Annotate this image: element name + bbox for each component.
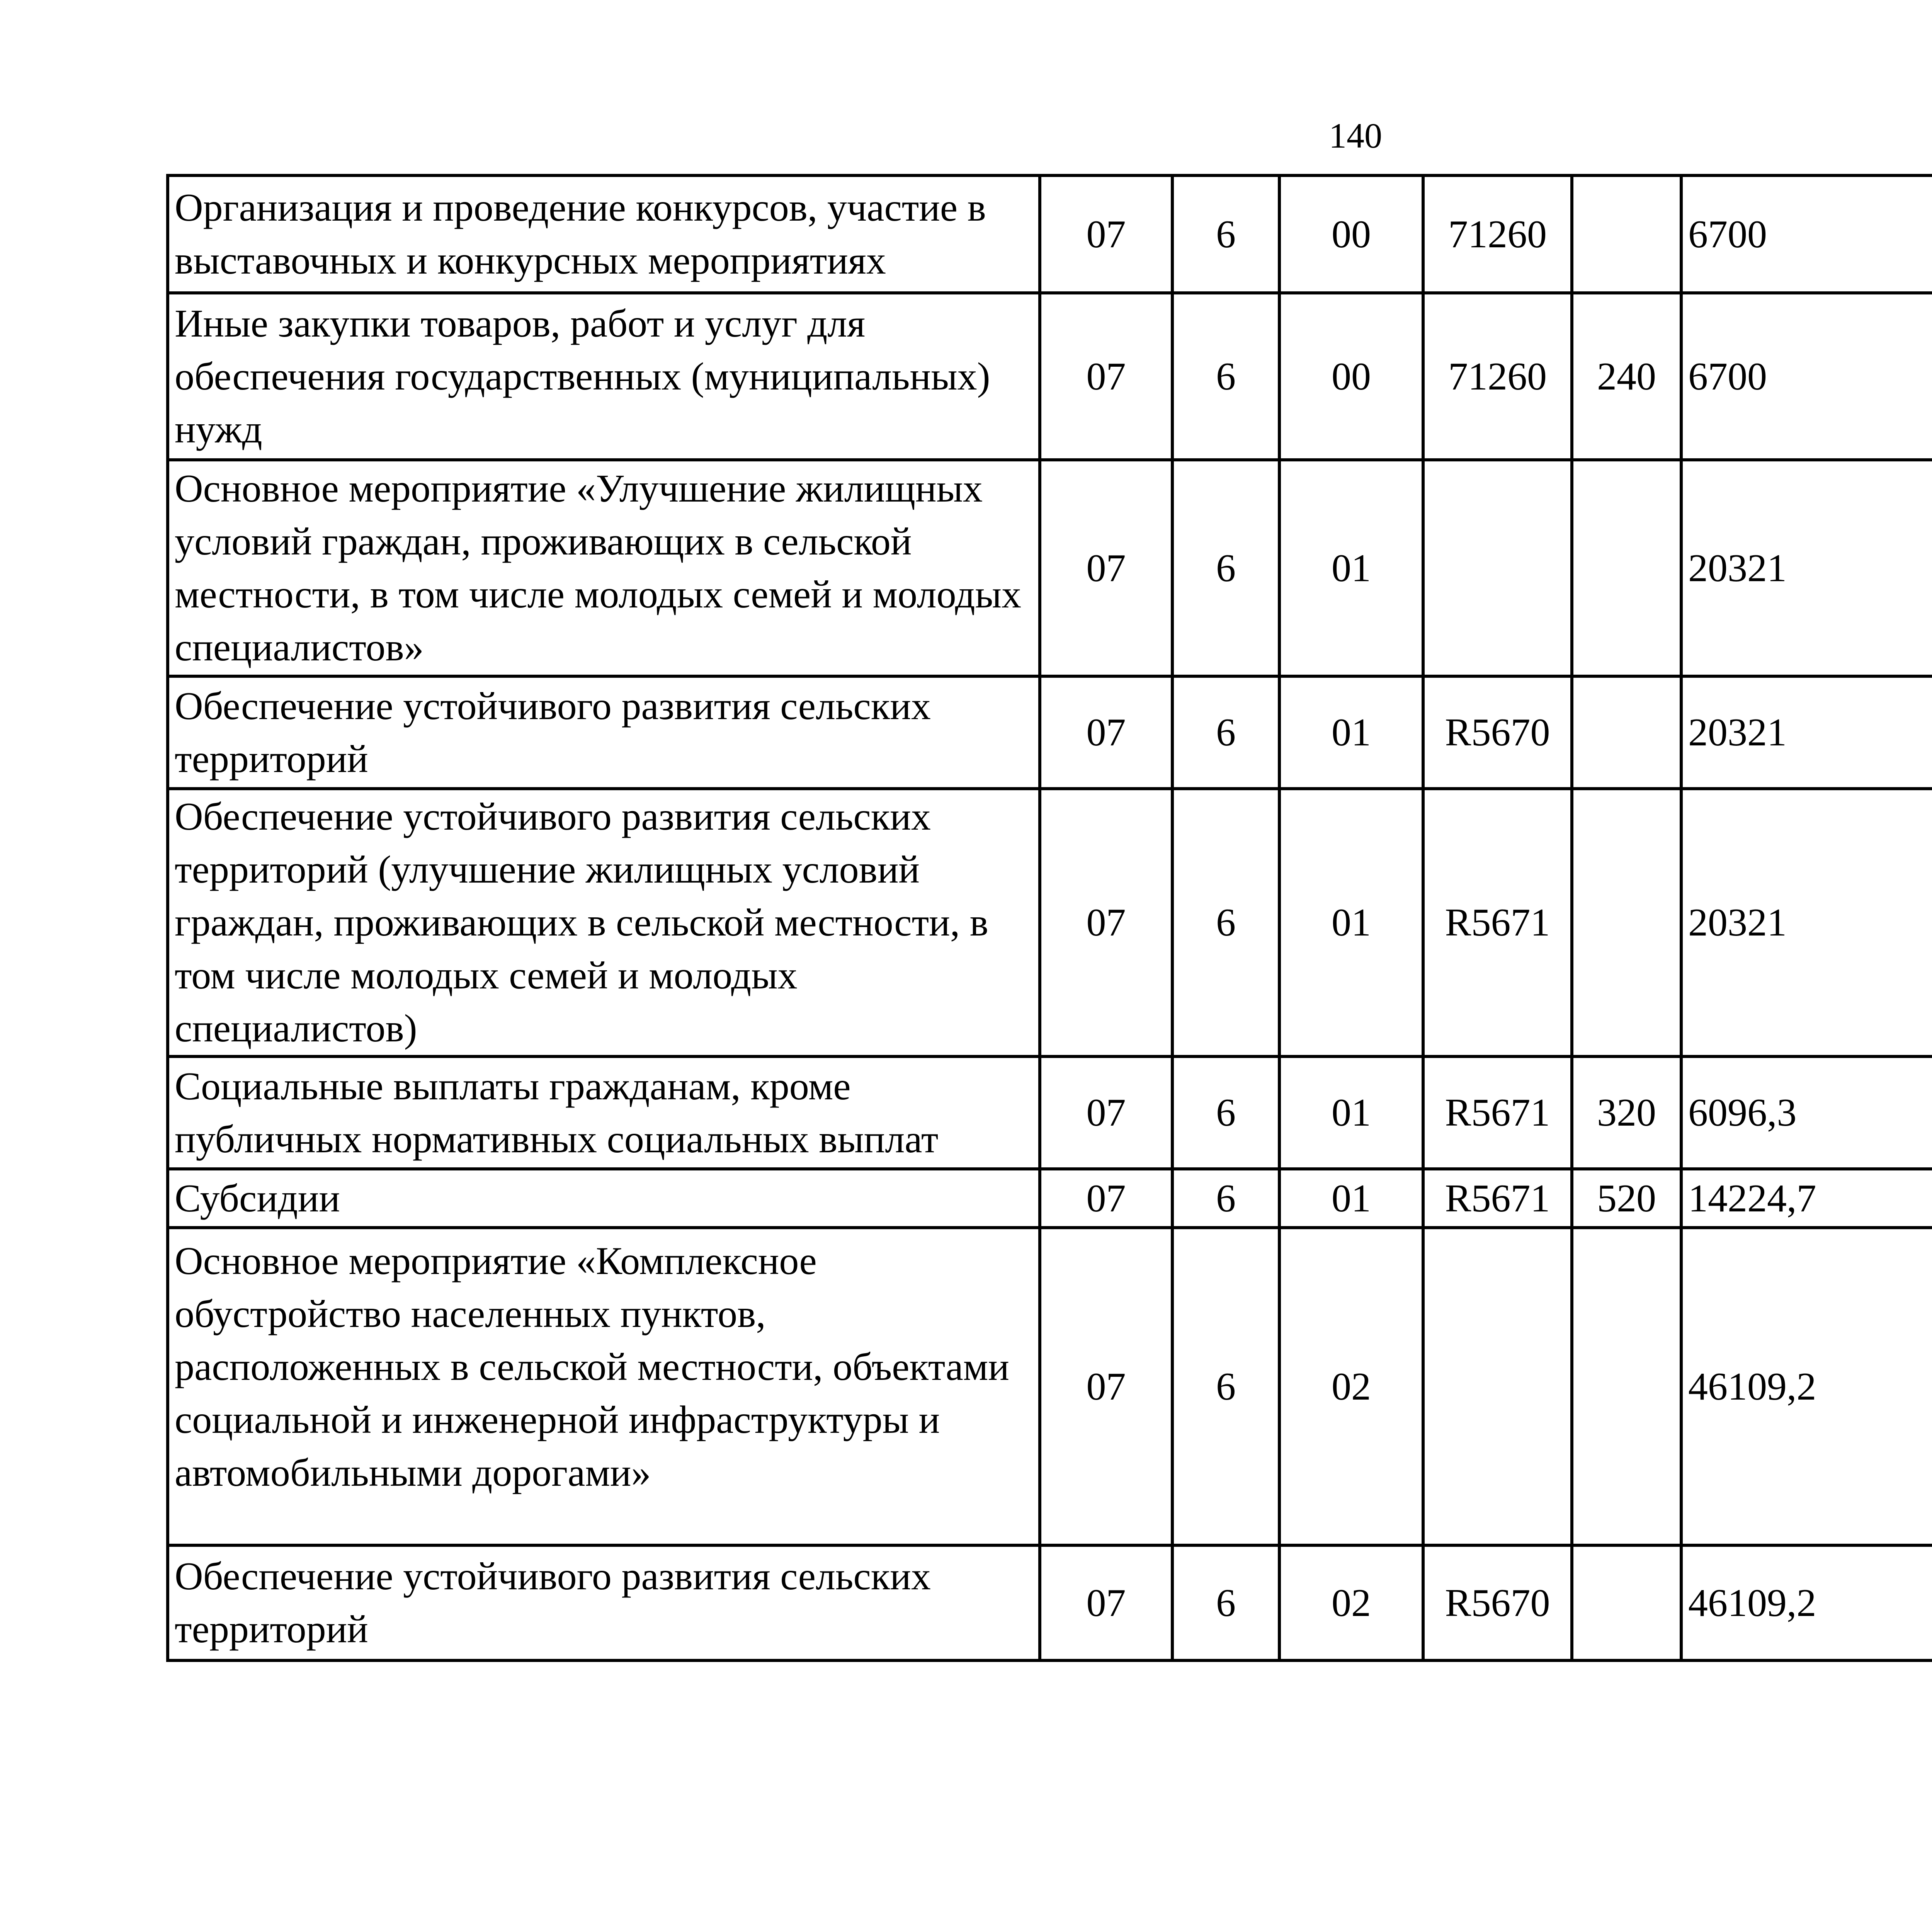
cell-rz: 07 (1040, 175, 1172, 293)
table-row (168, 460, 1932, 676)
cell-sub: 01 (1279, 1169, 1423, 1228)
cell-pr: 6 (1172, 293, 1279, 460)
cell-sub: 02 (1279, 1545, 1423, 1660)
cell-vr (1572, 175, 1681, 293)
table-row (168, 789, 1932, 1056)
cell-rz: 07 (1040, 789, 1172, 1056)
table-row (168, 1545, 1932, 1660)
cell-code: R5670 (1423, 676, 1572, 789)
row-name: Социальные выплаты гражданам, кроме публичных нормативных социальных выплат (168, 1056, 1040, 1169)
cell-year1: 46109,2 (1681, 1228, 1932, 1545)
cell-rz: 07 (1040, 1228, 1172, 1545)
cell-code (1423, 460, 1572, 676)
cell-pr: 6 (1172, 1545, 1279, 1660)
cell-pr: 6 (1172, 1169, 1279, 1228)
cell-code: 71260 (1423, 293, 1572, 460)
cell-sub: 01 (1279, 1056, 1423, 1169)
cell-pr: 6 (1172, 1228, 1279, 1545)
cell-year1: 20321 (1681, 789, 1932, 1056)
cell-sub: 00 (1279, 293, 1423, 460)
cell-rz: 07 (1040, 676, 1172, 789)
cell-vr: 320 (1572, 1056, 1681, 1169)
cell-rz: 07 (1040, 1169, 1172, 1228)
budget-table (166, 174, 1932, 1662)
cell-sub: 01 (1279, 460, 1423, 676)
cell-year1: 20321 (1681, 460, 1932, 676)
cell-pr: 6 (1172, 460, 1279, 676)
cell-pr: 6 (1172, 789, 1279, 1056)
cell-vr (1572, 789, 1681, 1056)
cell-year1: 6096,3 (1681, 1056, 1932, 1169)
table-row (168, 1228, 1932, 1545)
cell-sub: 01 (1279, 676, 1423, 789)
cell-vr (1572, 1545, 1681, 1660)
cell-code: R5671 (1423, 1056, 1572, 1169)
cell-year1: 6700 (1681, 293, 1932, 460)
cell-vr: 520 (1572, 1169, 1681, 1228)
row-name: Организация и проведение конкурсов, участие в выставочных и конкурсных мероприятиях (168, 175, 1040, 293)
cell-year1: 20321 (1681, 676, 1932, 789)
cell-vr (1572, 1228, 1681, 1545)
page-number: 140 (1329, 116, 1382, 155)
cell-code: 71260 (1423, 175, 1572, 293)
cell-year1: 46109,2 (1681, 1545, 1932, 1660)
table-row (168, 1169, 1932, 1228)
cell-pr: 6 (1172, 676, 1279, 789)
cell-sub: 02 (1279, 1228, 1423, 1545)
row-name: Обеспечение устойчивого развития сельских территорий (168, 1545, 1040, 1660)
cell-vr (1572, 460, 1681, 676)
cell-sub: 01 (1279, 789, 1423, 1056)
table-row (168, 1056, 1932, 1169)
cell-year1: 14224,7 (1681, 1169, 1932, 1228)
row-name: Субсидии (168, 1169, 1040, 1228)
cell-vr (1572, 676, 1681, 789)
row-name: Иные закупки товаров, работ и услуг для обеспечения государственных (муниципальных) нужд (168, 293, 1040, 460)
cell-rz: 07 (1040, 293, 1172, 460)
table-row (168, 175, 1932, 293)
cell-code (1423, 1228, 1572, 1545)
cell-rz: 07 (1040, 1056, 1172, 1169)
cell-vr: 240 (1572, 293, 1681, 460)
table-row (168, 676, 1932, 789)
cell-year1: 6700 (1681, 175, 1932, 293)
row-name: Обеспечение устойчивого развития сельских территорий (улучшение жилищных условий граждан, проживающих в сельской местности, в том числе молодых семей и молодых специалистов) (168, 789, 1040, 1056)
cell-pr: 6 (1172, 175, 1279, 293)
cell-sub: 00 (1279, 175, 1423, 293)
cell-rz: 07 (1040, 460, 1172, 676)
cell-rz: 07 (1040, 1545, 1172, 1660)
table-row (168, 293, 1932, 460)
row-name: Обеспечение устойчивого развития сельских территорий (168, 676, 1040, 789)
row-name: Основное мероприятие «Комплексное обустройство населенных пунктов, расположенных в сельской местности, объектами социальной и инженерной инфраструктуры и автомобильными дорогами» (168, 1228, 1040, 1545)
row-name: Основное мероприятие «Улучшение жилищных условий граждан, проживающих в сельской местности, в том числе молодых семей и молодых специалистов» (168, 460, 1040, 676)
cell-code: R5670 (1423, 1545, 1572, 1660)
cell-pr: 6 (1172, 1056, 1279, 1169)
cell-code: R5671 (1423, 1169, 1572, 1228)
cell-code: R5671 (1423, 789, 1572, 1056)
